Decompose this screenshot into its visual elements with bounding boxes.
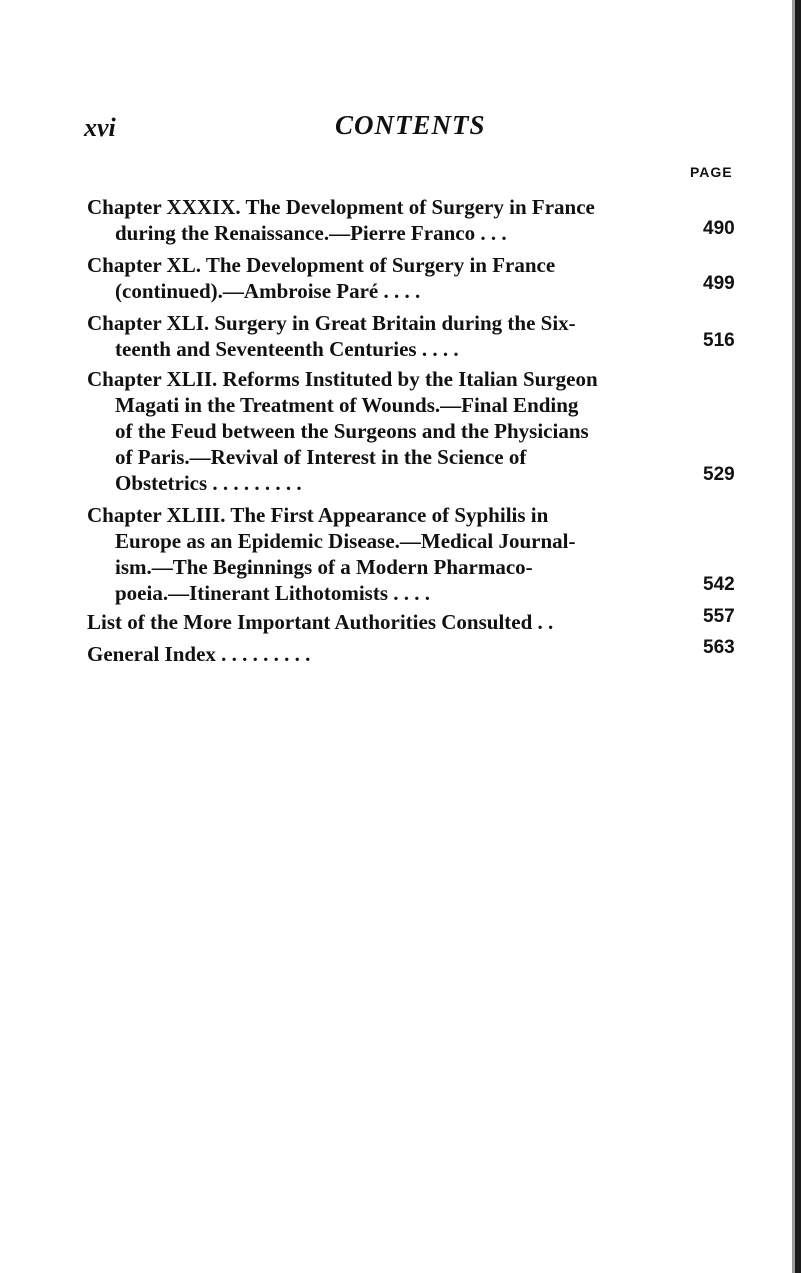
- page-title: CONTENTS: [335, 110, 486, 140]
- toc-entry-line: Chapter XL. The Development of Surgery in France: [87, 253, 556, 277]
- toc-entry-line: Chapter XLII. Reforms Instituted by the Italian Surgeon: [87, 367, 598, 391]
- toc-entry-authorities: [87, 609, 692, 635]
- toc-entry-chapter-41: [87, 310, 692, 362]
- toc-entry-line: General Index . . . . . . . . .: [87, 642, 311, 666]
- toc-entry-chapter-40: [87, 252, 692, 304]
- toc-entry-page-number: 490: [703, 218, 735, 239]
- toc-entry-line: List of the More Important Authorities Consulted . .: [87, 610, 554, 634]
- toc-entry-line: during the Renaissance.—Pierre Franco . . .: [115, 221, 507, 245]
- toc-entry-page-number: 529: [703, 464, 735, 485]
- toc-entry-line: poeia.—Itinerant Lithotomists . . . .: [115, 581, 430, 605]
- toc-entry-line: ism.—The Beginnings of a Modern Pharmaco-: [115, 555, 533, 579]
- toc-entry-line: Obstetrics . . . . . . . . .: [115, 471, 302, 495]
- toc-entry-general-index: [87, 641, 692, 667]
- toc-entry-chapter-43: [87, 502, 692, 606]
- toc-entry-line: teenth and Seventeenth Centuries . . . .: [115, 337, 459, 361]
- toc-entry-page-number: 557: [703, 606, 735, 627]
- toc-entry-page-number: 563: [703, 637, 735, 658]
- page-edge: [795, 0, 801, 1273]
- toc-entry-line: (continued).—Ambroise Paré . . . .: [115, 279, 421, 303]
- toc-entry-page-number: 499: [703, 273, 735, 294]
- toc-entry-line: Chapter XLIII. The First Appearance of Syphilis in: [87, 503, 549, 527]
- toc-entry-line: Europe as an Epidemic Disease.—Medical Journal-: [115, 529, 576, 553]
- toc-entry-line: of Paris.—Revival of Interest in the Science of: [115, 445, 527, 469]
- toc-entry-chapter-42: [87, 366, 692, 496]
- toc-entry-line: Magati in the Treatment of Wounds.—Final Ending: [115, 393, 579, 417]
- toc-entry-line: Chapter XLI. Surgery in Great Britain during the Six-: [87, 311, 576, 335]
- page-number: xvi: [84, 113, 116, 142]
- toc-entry-line: of the Feud between the Surgeons and the Physicians: [115, 419, 589, 443]
- toc-entry-page-number: 542: [703, 574, 735, 595]
- toc-entry-page-number: 516: [703, 330, 735, 351]
- toc-entry-line: Chapter XXXIX. The Development of Surgery in France: [87, 195, 595, 219]
- page-column-label: PAGE: [690, 164, 733, 180]
- toc-entry-chapter-39: [87, 194, 692, 246]
